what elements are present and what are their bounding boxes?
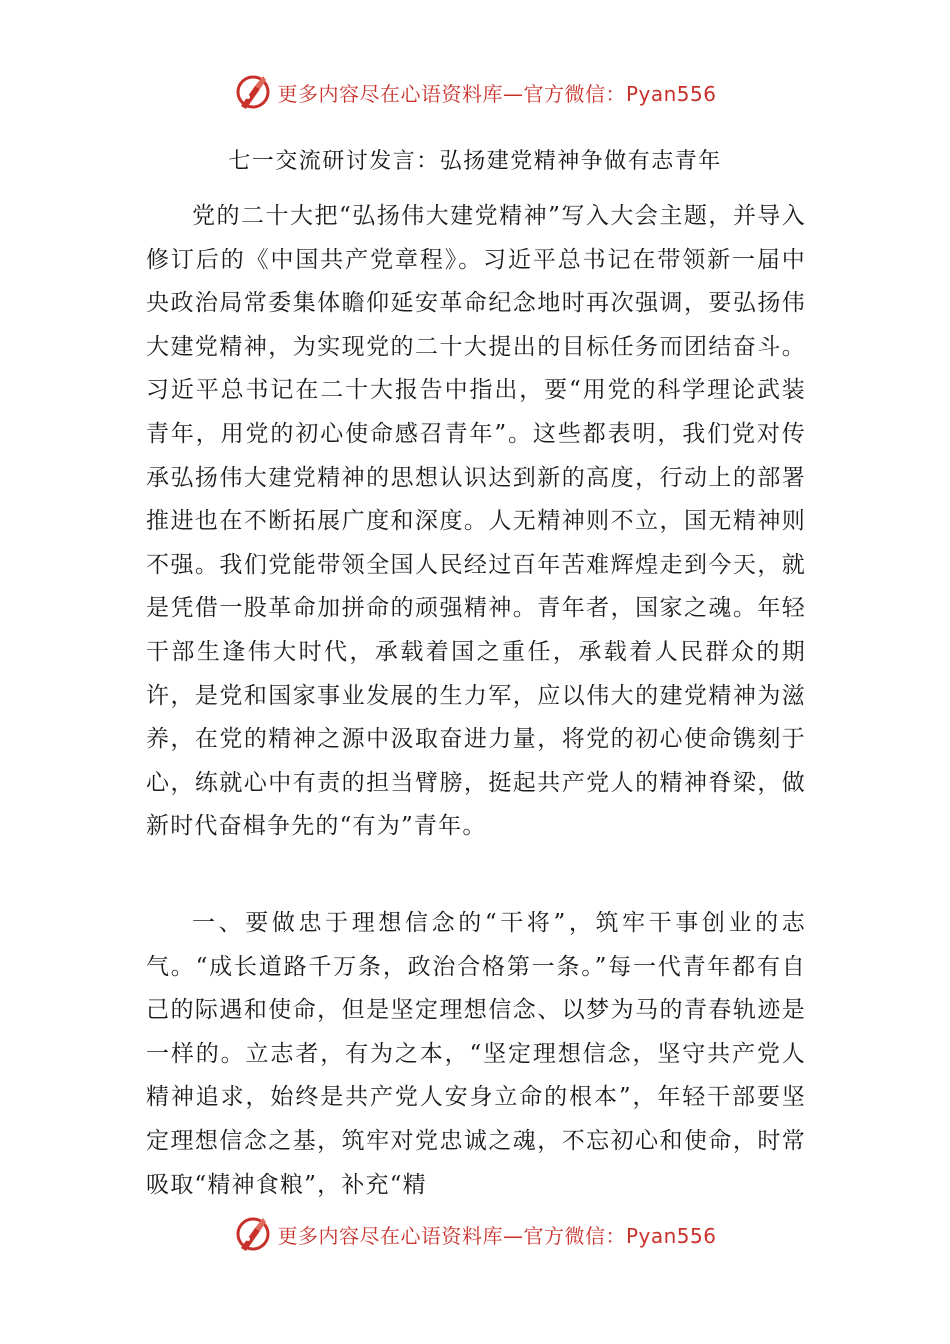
watermark-banner-bottom <box>0 1212 950 1256</box>
watermark-banner-top <box>0 70 950 114</box>
watermark-text: 更多内容尽在心语资料库—官方微信：Pyan556 <box>277 1223 717 1248</box>
body-paragraph: 一、要做忠于理想信念的“干将”，筑牢干事创业的志气。“成长道路千万条，政治合格第一条。”每一代青年都有自己的际遇和使命，但是坚定理想信念、以梦为马的青春轨迹是一样的。立志者，有为之本，“坚定理想信念，坚守共产党人精神追求，始终是共产党人安身立命的根本”，年轻干部要坚定理想信念之基，筑牢对党忠诚之魂，不忘初心和使命，时常吸取“精神食粮”，补充“精 <box>146 910 806 1198</box>
document-body-section <box>146 195 806 849</box>
document-title: 七一交流研讨发言：弘扬建党精神争做有志青年 <box>228 149 722 174</box>
body-paragraph: 党的二十大把“弘扬伟大建党精神”写入大会主题，并导入修订后的《中国共产党章程》。习近平总书记在带领新一届中央政治局常委集体瞻仰延安革命纪念地时再次强调，要弘扬伟大建党精神，为实现党的二十大提出的目标任务而团结奋斗。习近平总书记在二十大报告中指出，要“用党的科学理论武装青年，用党的初心使命感召青年”。这些都表明，我们党对传承弘扬伟大建党精神的思想认识达到新的高度，行动上的部署推进也在不断拓展广度和深度。人无精神则不立，国无精神则不强。我们党能带领全国人民经过百年苦难辉煌走到今天，就是凭借一股革命加拼命的顽强精神。青年者，国家之魂。年轻干部生逢伟大时代，承载着国之重任，承载着人民群众的期许，是党和国家事业发展的生力军，应以伟大的建党精神为滋养，在党的精神之源中汲取奋进力量，将党的初心使命镌刻于心，练就心中有责的担当臂膀，挺起共产党人的精神脊梁，做新时代奋楫争先的“有为”青年。 <box>146 203 806 840</box>
pen-circle-logo-icon <box>233 1214 273 1254</box>
watermark-text: 更多内容尽在心语资料库—官方微信：Pyan556 <box>277 81 717 106</box>
document-body-section <box>146 902 806 1207</box>
pen-circle-logo-icon <box>233 72 273 112</box>
